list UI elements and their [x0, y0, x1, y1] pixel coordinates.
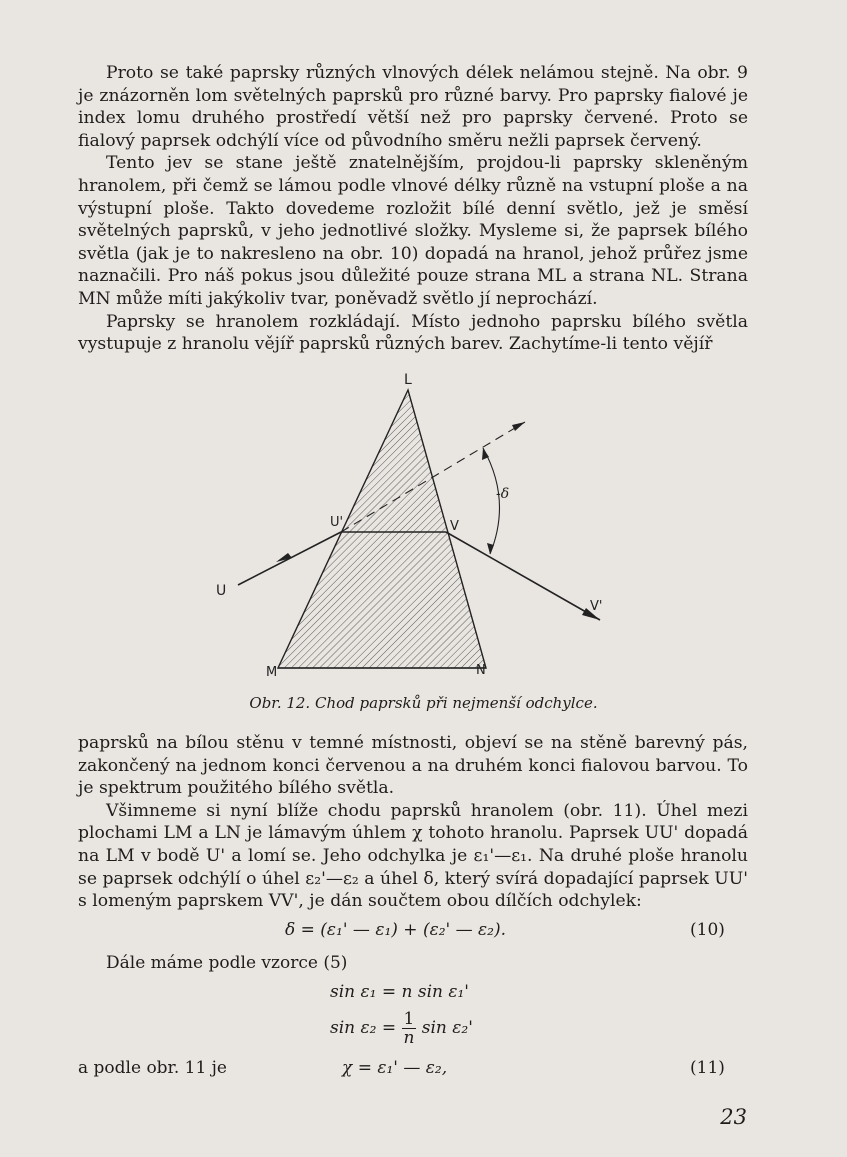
label-U-prime: U' — [330, 515, 344, 530]
dashed-arrow — [512, 422, 525, 431]
label-M: M — [266, 665, 278, 680]
label-V-prime: V' — [590, 599, 603, 614]
figure-caption: Obr. 12. Chod paprsků při nejmenší odchylce. — [249, 694, 598, 712]
label-L: L — [404, 372, 412, 388]
paragraph: Tento jev se stane ještě znatelnějším, projdou-li paprsky skleněným hranolem, při čemž se lámou podle vlnové délky různě na vstupní ploše a na výstupní ploše. Takto dovedeme rozložit bílé denní světlo, jež je směsí světelných paprsků, v jeho jednotlivé složky. Mysleme si, že paprsek bílého světla (jak je to nakresleno na obr. 10) dopadá na hranol, jehož průřez jsme naznačili. Pro náš pokus jsou důležité pouze strana ML a strana NL. Strana MN může míti jakýkoliv tvar, poněvadž světlo jí neprochází. — [78, 153, 748, 309]
fraction — [402, 1010, 417, 1047]
intro-figure-11: a podle obr. 11 je — [78, 1058, 227, 1078]
equation-10-number: (10) — [690, 920, 725, 940]
equation-10: δ = (ε₁' — ε₁) + (ε₂' — ε₂). — [285, 920, 506, 940]
fraction-numerator: 1 — [403, 1009, 415, 1029]
equation-11: χ = ε₁' — ε₂, — [342, 1058, 448, 1078]
paragraph: Všimneme si nyní blíže chodu paprsků hranolem (obr. 11). Úhel mezi plochami LM a LN je lámavým úhlem χ tohoto hranolu. Paprsek UU' dopadá na LM v bodě U' a lomí se. Jeho odchylka je ε₁'—ε₁. Na druhé ploše hranolu se paprsek odchýlí o úhel ε₂'—ε₂ a úhel δ, který svírá dopadající paprsek UU' s lomeným paprskem VV', je dán součtem obou dílčích odchylek: — [78, 800, 748, 912]
intro-formula-5: Dále máme podle vzorce (5) — [106, 953, 348, 973]
fraction-denominator: n — [403, 1028, 415, 1048]
equation-sin1: sin ε₁ = n sin ε₁' — [330, 982, 469, 1002]
paragraph: Proto se také paprsky různých vlnových délek nelámou stejně. Na obr. 9 je znázorněn lom světelných paprsků pro různé barvy. Pro paprsky fialové je index lomu druhého prostředí větší než pro paprsky červené. Proto se fialový paprsek odchýlí více od původního směru nežli paprsek červený. — [78, 63, 748, 151]
equation-11-number: (11) — [690, 1058, 725, 1078]
label-delta: -δ — [496, 486, 510, 502]
sin2-left: sin ε₂ = — [330, 1018, 397, 1038]
sin2-right: sin ε₂' — [421, 1018, 473, 1038]
paragraph: paprsků na bílou stěnu v temné místnosti, objeví se na stěně barevný pás, zakončený na jednom konci červenou a na druhém konci fialovou barvou. To je spektrum použitého bílého světla. — [78, 733, 748, 799]
prism-figure — [200, 370, 620, 700]
page-number: 23 — [720, 1105, 747, 1129]
text-block-bottom — [78, 732, 748, 913]
label-N: N — [476, 663, 486, 678]
text-block-top — [78, 62, 748, 356]
label-U: U — [216, 583, 227, 599]
equation-sin2 — [330, 1010, 473, 1047]
paragraph: Paprsky se hranolem rozkládají. Místo jednoho paprsku bílého světla vystupuje z hranolu vějíř paprsků různých barev. Zachytíme-li tento vějíř — [78, 311, 748, 355]
label-V: V — [450, 519, 459, 534]
